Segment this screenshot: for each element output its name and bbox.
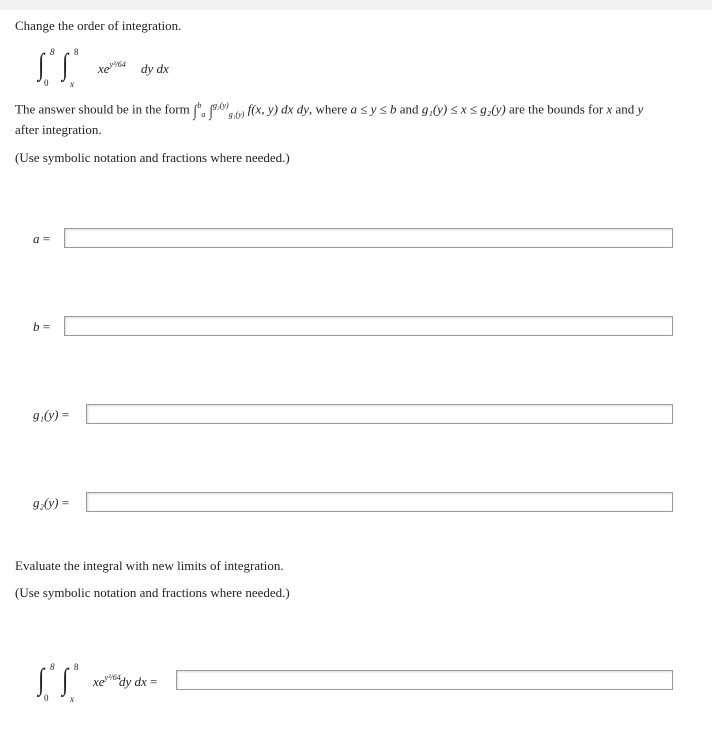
- inner-integral-sign-2: ∫: [62, 663, 69, 696]
- g2-input[interactable]: [86, 492, 673, 512]
- instructions-and-1: and: [399, 101, 419, 117]
- inner-lower-limit: x: [70, 79, 74, 89]
- b-input[interactable]: [64, 316, 673, 336]
- evaluate-note: (Use symbolic notation and fractions where needed.): [15, 585, 290, 600]
- inner-integral-sign: ∫: [62, 48, 69, 81]
- differentials-2: dy dx =: [119, 674, 158, 689]
- g1-input[interactable]: [86, 404, 673, 424]
- a-input[interactable]: [64, 228, 673, 248]
- integral-value-input[interactable]: [176, 670, 673, 690]
- var-x: x: [606, 101, 613, 117]
- question-prompt: Change the order of integration.: [15, 18, 182, 33]
- var-y: y: [637, 101, 644, 117]
- form-integrand: f(x, y) dx dy: [247, 101, 309, 117]
- x-bounds-condition: g₁(y) ≤ x ≤ g₂(y): [421, 101, 506, 117]
- field-b-label: b =: [33, 319, 51, 334]
- instructions-and-2: and: [615, 101, 635, 117]
- instructions-text-2: are the bounds for: [509, 101, 604, 117]
- inner-upper-limit-2: 8: [74, 662, 79, 672]
- outer-integral-sign-2: ∫: [38, 663, 45, 696]
- inner-lower-limit-2: x: [70, 694, 74, 704]
- inner-upper-limit: 8: [74, 47, 79, 57]
- outer-integral-sign: ∫: [38, 48, 45, 81]
- y-bounds-condition: a ≤ y ≤ b: [350, 101, 397, 117]
- integrand-2: $xe^{y^3/64}$: [93, 673, 121, 689]
- field-a-label: a =: [33, 231, 51, 246]
- instructions-line-2: after integration.: [15, 122, 102, 137]
- evaluate-prompt: Evaluate the integral with new limits of integration.: [15, 558, 284, 573]
- form-upper-b: b: [197, 101, 202, 110]
- instructions-text-1: The answer should be in the form: [15, 101, 190, 117]
- outer-upper-limit: 8: [50, 47, 55, 57]
- instructions-where: , where: [308, 101, 348, 117]
- answer-form-instructions: [15, 101, 643, 121]
- integrand: $xe^{y^3/64}$: [98, 60, 126, 76]
- top-bar: [0, 0, 712, 10]
- form-lower-a: a: [201, 109, 206, 119]
- symbolic-notation-note: (Use symbolic notation and fractions where needed.): [15, 150, 290, 165]
- form-integral-sign-inner: ∫: [209, 103, 213, 121]
- outer-lower-limit-2: 0: [44, 693, 49, 703]
- form-lower-g1: g₁(y): [228, 109, 245, 119]
- differentials: dy dx: [141, 61, 169, 76]
- field-g1-label: g₁(y) =: [33, 407, 70, 422]
- outer-upper-limit-2: 8: [50, 662, 55, 672]
- form-integral-sign-outer: ∫: [193, 103, 197, 121]
- outer-lower-limit: 0: [44, 78, 49, 88]
- field-g2-label: g₂(y) =: [33, 495, 70, 510]
- form-upper-g2: g₂(y): [213, 101, 229, 110]
